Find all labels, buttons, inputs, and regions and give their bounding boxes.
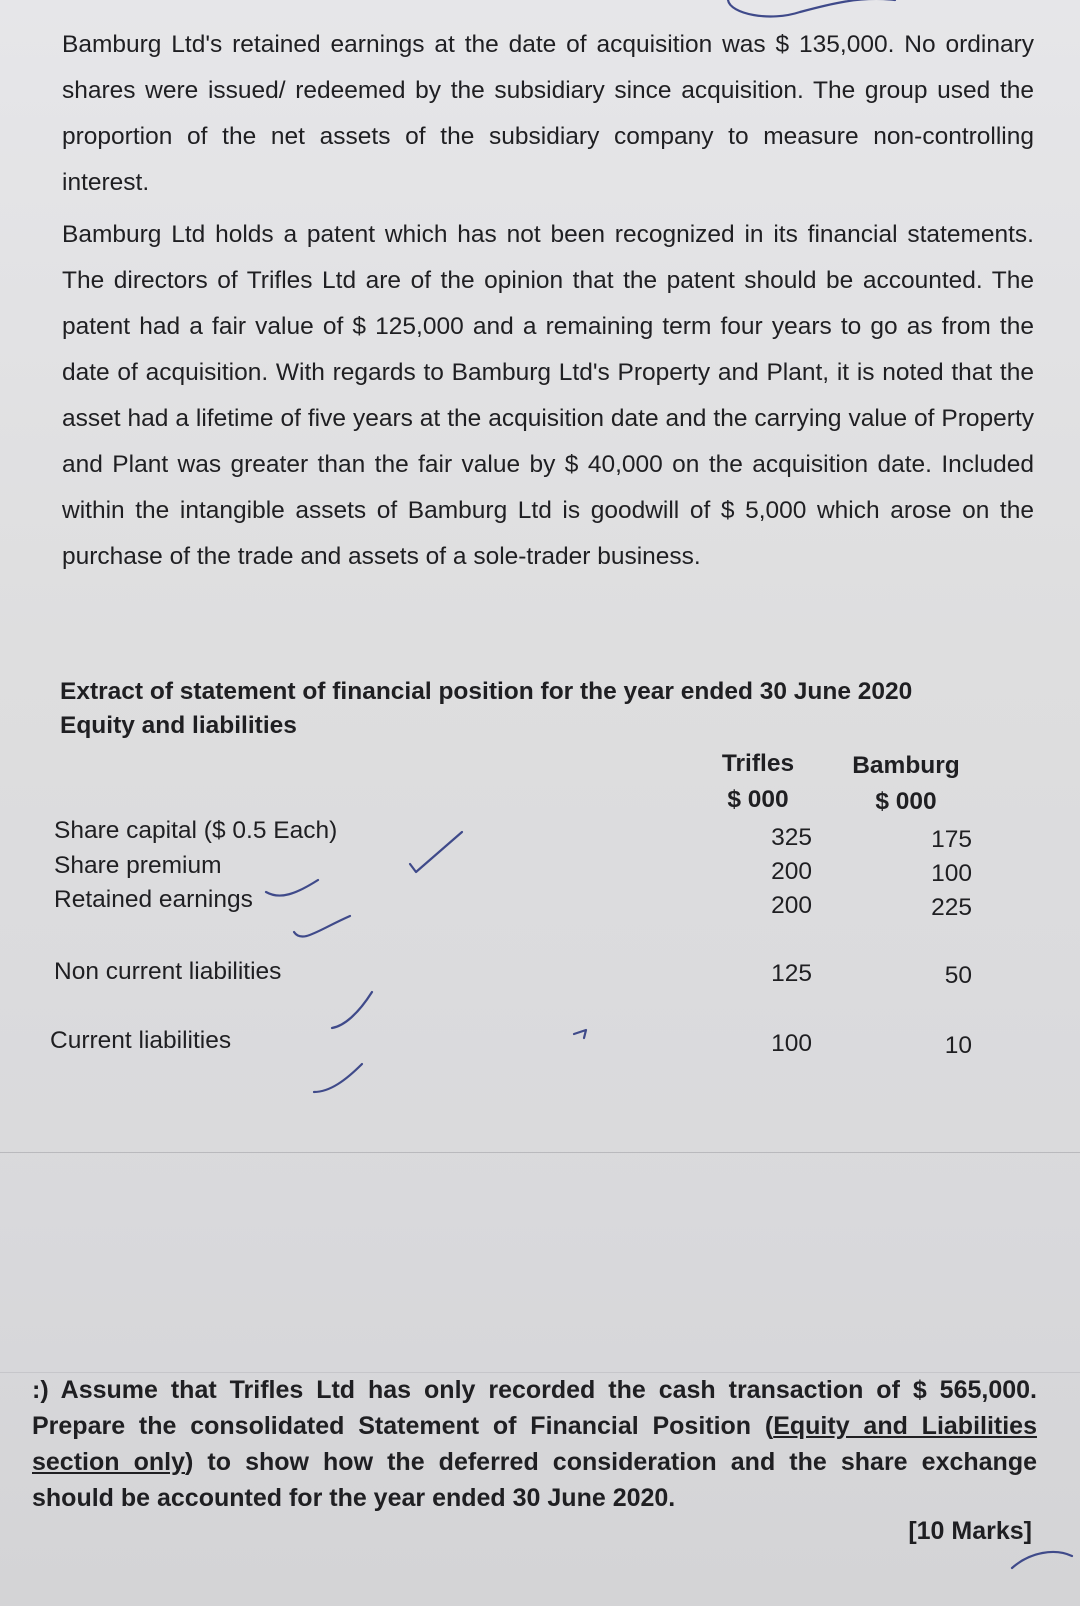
column-header-bamburg: Bamburg <box>852 752 960 779</box>
column-unit-trifles: $ 000 <box>727 786 789 813</box>
tick-current-liabilities <box>314 1064 362 1092</box>
row-label-retained-earnings: Retained earnings <box>54 886 253 913</box>
row-label-share-capital: Share capital ($ 0.5 Each) <box>54 817 338 844</box>
extract-title: Extract of statement of financial position for the year ended 30 June 2020 <box>60 678 913 705</box>
question-marks: [10 Marks] <box>908 1517 1032 1545</box>
value-trifles-current-liabilities: 100 <box>771 1030 812 1057</box>
tick-share-premium <box>266 880 318 896</box>
tick-retained-earnings <box>294 916 350 937</box>
tick-non-current-liabilities <box>332 992 372 1028</box>
paragraph-patent-details: Bamburg Ltd holds a patent which has not been recognized in its financial statements. The directors of Trifles Ltd are of the opinion that the patent should be accounted. The patent had a fair value of $ 125,000 and a remaining term four years to go as from the date of acquisition. With regards to Bamburg Ltd's Property and Plant, it is noted that the asset had a lifetime of five years at the acquisition date and the carrying value of Property and Plant was greater than the fair value by $ 40,000 on the acquisition date. Included within the intangible assets of Bamburg Ltd is goodwill of $ 5,000 which arose on the purchase of the trade and assets of a sole-trader business. <box>62 221 1034 570</box>
value-bamburg-non-current-liabilities: 50 <box>944 962 972 989</box>
tick-share-capital <box>410 832 462 872</box>
value-bamburg-share-premium: 100 <box>931 860 972 887</box>
column-unit-bamburg: $ 000 <box>875 788 937 815</box>
row-label-current-liabilities: Current liabilities <box>50 1027 232 1054</box>
question-text-prefix: :) Assume that Trifles Ltd has only recorded the cash transaction of $ 565,000. Prepare the consolidated Statement of Financial Position ( <box>32 1376 1037 1440</box>
question-text-suffix: ) to show how the deferred consideration and the share exchange should be accounted for the year ended 30 June 2020. <box>32 1448 1037 1512</box>
pen-scribble-marks <box>1012 1552 1072 1568</box>
row-label-share-premium: Share premium <box>54 852 222 879</box>
question-text-underlined: Equity and Liabilities section only <box>32 1412 1037 1476</box>
value-trifles-share-capital: 325 <box>771 824 812 851</box>
value-bamburg-current-liabilities: 10 <box>944 1032 972 1059</box>
value-trifles-retained-earnings: 200 <box>771 892 812 919</box>
value-trifles-share-premium: 200 <box>771 858 812 885</box>
paragraph-retained-earnings: Bamburg Ltd's retained earnings at the date of acquisition was $ 135,000. No ordinary shares were issued/ redeemed by the subsidiary since acquisition. The group used the proportion of the net assets of the subsidiary company to measure non-controlling interest. <box>62 31 1034 196</box>
value-bamburg-retained-earnings: 225 <box>931 894 972 921</box>
pen-scribble-top <box>728 0 895 16</box>
extract-subtitle: Equity and liabilities <box>60 712 297 739</box>
value-trifles-non-current-liabilities: 125 <box>771 960 812 987</box>
pen-mark-center <box>574 1030 586 1038</box>
row-label-non-current-liabilities: Non current liabilities <box>54 958 282 985</box>
value-bamburg-share-capital: 175 <box>931 826 972 853</box>
column-header-trifles: Trifles <box>721 750 795 777</box>
